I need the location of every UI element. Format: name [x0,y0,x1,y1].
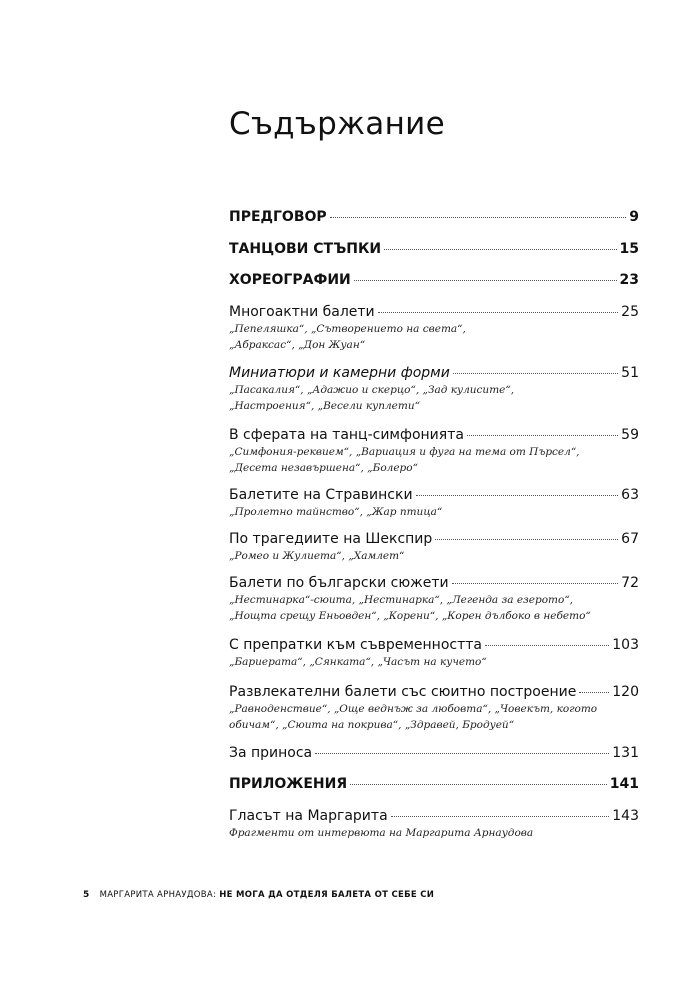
toc-entry-subline: „Симфония-реквием“, „Вариация и фуга на тема от Пърсел“, [229,446,580,458]
toc-entry-label: Миниатюри и камерни форми [229,365,450,381]
toc-entry-subline: „Пепеляшка“, „Сътворението на света“, [229,323,466,335]
toc-entry-page: 63 [621,487,639,503]
toc-entry-subline: Фрагменти от интервюта на Маргарита Арнаудова [229,827,534,839]
dot-leader [384,249,616,250]
page-title: Съдържание [229,106,445,142]
toc-entry-subline: „Нестинарка“-сюита, „Нестинарка“, „Легенда за езерото“, [229,594,574,606]
dot-leader [315,753,609,754]
toc-entry-page: 15 [619,241,639,257]
running-footer [83,890,434,900]
toc-entry-subline: „Бариерата“, „Сянката“, „Часът на кучето“ [229,656,487,668]
toc-entry-page: 51 [621,365,639,381]
toc-entry-subline: „Пролетно тайнство“, „Жар птица“ [229,506,443,518]
toc-entry-page: 141 [609,776,639,792]
dot-leader [330,217,627,218]
dot-leader [579,692,609,693]
footer-author: МАРГАРИТА АРНАУДОВА: [99,890,217,900]
toc-entry-page: 120 [612,684,639,700]
toc-entry-label: По трагедиите на Шекспир [229,531,433,547]
dot-leader [378,312,619,313]
toc-entry-label: Гласът на Маргарита [229,808,388,824]
toc-entry-subline: „Пасакалия“, „Адажио и скерцо“, „Зад кулисите“, [229,384,515,396]
toc-entry-label: ПРЕДГОВОР [229,209,327,225]
toc-entry-margarita-voice[interactable] [229,808,639,841]
toc-entry-subline: обичам“, „Сюита на покрива“, „Здравей, Бродуей“ [229,719,515,731]
toc-entry-dance-symphony[interactable] [229,427,639,476]
dot-leader [435,539,618,540]
toc-entry-subline: „Равноденствие“, „Още веднъж за любовта“, „Човекът, когото [229,703,598,715]
toc-entry-label: С препратки към съвременността [229,637,482,653]
toc-entry-choreographies[interactable] [229,272,639,289]
toc-entry-page: 72 [621,575,639,591]
toc-entry-page: 23 [619,272,639,288]
toc-entry-page: 59 [621,427,639,443]
toc-entry-page: 143 [612,808,639,824]
toc-entry-shakespeare[interactable] [229,531,639,564]
toc-entry-stravinsky[interactable] [229,487,639,520]
toc-entry-contribution[interactable] [229,745,639,762]
toc-entry-page: 9 [629,209,639,225]
toc-entry-bulgarian-subjects[interactable] [229,575,639,624]
dot-leader [350,784,607,785]
toc-entry-label: Развлекателни балети със сюитно построение [229,684,577,700]
toc-entry-page: 131 [612,745,639,761]
toc-entry-miniatures[interactable] [229,365,639,414]
toc-entry-label: За приноса [229,745,313,761]
dot-leader [391,816,610,817]
toc-entry-label: Многоактни балети [229,304,375,320]
toc-entry-label: Балети по български сюжети [229,575,449,591]
toc-entry-subline: „Ромео и Жулиета“, „Хамлет“ [229,550,405,562]
dot-leader [485,645,609,646]
toc-entry-label: ТАНЦОВИ СТЪПКИ [229,241,382,257]
toc-entry-label: В сферата на танц-симфонията [229,427,464,443]
toc-entry-multi-act-ballets[interactable] [229,304,639,353]
toc-entry-subline: „Абраксас“, „Дон Жуан“ [229,339,366,351]
toc-entry-subline: „Десета незавършена“, „Болеро“ [229,462,418,474]
toc-entry-label: Балетите на Стравински [229,487,413,503]
dot-leader [453,373,618,374]
dot-leader [416,495,619,496]
dot-leader [452,583,619,584]
toc-entry-page: 25 [621,304,639,320]
toc-entry-subline: „Настроения“, „Весели куплети“ [229,400,420,412]
footer-page-number: 5 [83,890,90,900]
toc-entry-modernity[interactable] [229,637,639,670]
toc-entry-label: ПРИЛОЖЕНИЯ [229,776,348,792]
dot-leader [354,280,617,281]
dot-leader [467,435,618,436]
toc-entry-foreword[interactable] [229,209,639,226]
footer-book-title: НЕ МОГА ДА ОТДЕЛЯ БАЛЕТА ОТ СЕБЕ СИ [219,890,435,900]
toc-entry-dance-steps[interactable] [229,241,639,258]
toc-entry-subline: „Нощта срещу Еньовден“, „Корени“, „Корен дълбоко в небето“ [229,610,591,622]
toc-entry-appendices[interactable] [229,776,639,793]
toc-entry-page: 103 [612,637,639,653]
toc-entry-label: ХОРЕОГРАФИИ [229,272,351,288]
toc-entry-page: 67 [621,531,639,547]
toc-entry-entertainment-ballets[interactable] [229,684,639,733]
